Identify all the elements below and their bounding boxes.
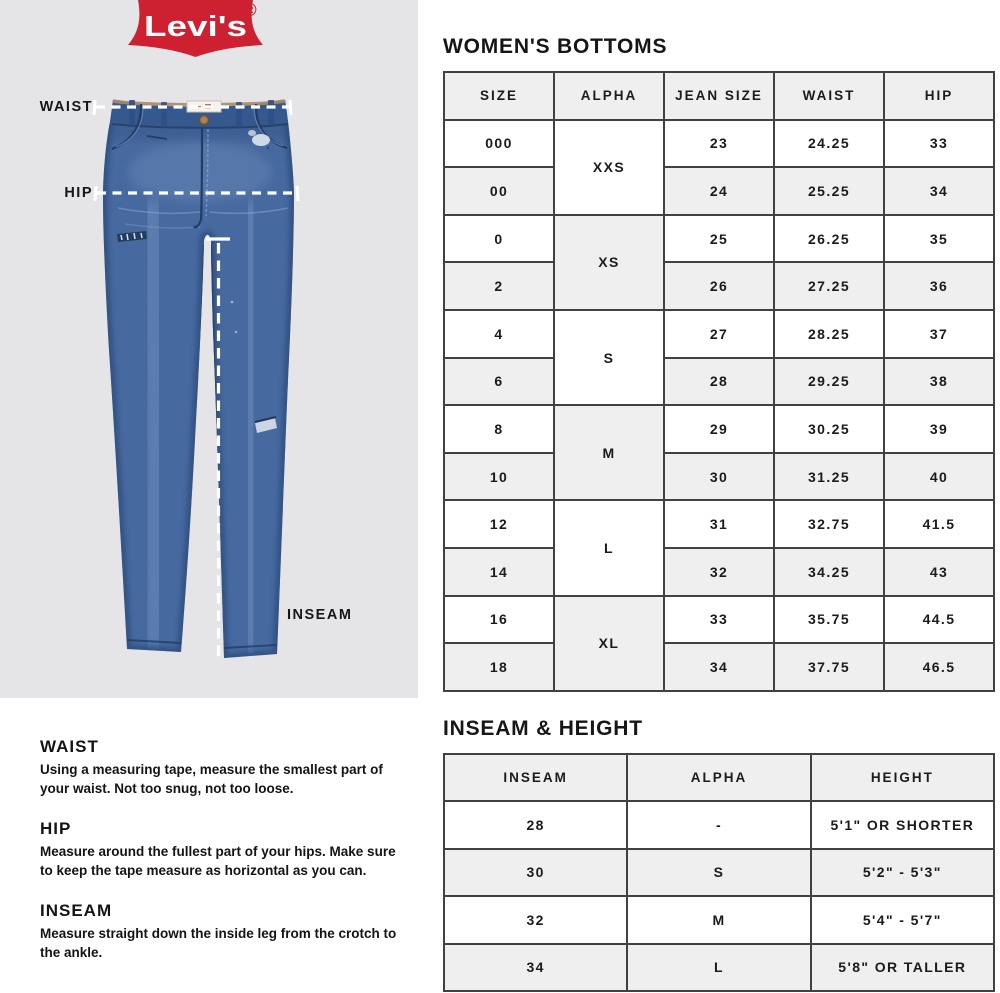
waist-diagram-label: WAIST — [39, 99, 93, 115]
table-row — [444, 405, 994, 453]
measuring-instructions — [40, 737, 402, 983]
hip-cell: 40 — [884, 453, 994, 501]
inseam-cell: 30 — [444, 849, 627, 896]
table-row — [444, 120, 994, 168]
table-row — [444, 643, 994, 691]
inseam-cell: 34 — [444, 944, 627, 991]
inseam-table-title: INSEAM & HEIGHT — [443, 717, 643, 740]
table-row — [444, 896, 994, 943]
jean-size-cell: 30 — [664, 453, 774, 501]
jeans-diagram-panel — [0, 0, 418, 698]
waist-cell: 30.25 — [774, 405, 884, 453]
alpha-cell: M — [627, 896, 810, 943]
alpha-cell: L — [554, 500, 664, 595]
table-row — [444, 167, 994, 215]
logo-text: Levi's — [144, 11, 247, 43]
jean-size-cell: 34 — [664, 643, 774, 691]
header-cell: HIP — [884, 72, 994, 120]
table-row — [444, 215, 994, 263]
hip-instruction-title: HIP — [40, 819, 72, 838]
inseam-height-table — [443, 753, 995, 992]
inseam-diagram-label: INSEAM — [287, 607, 353, 623]
waist-cell: 35.75 — [774, 596, 884, 644]
hip-diagram-label: HIP — [64, 185, 93, 201]
size-cell: 16 — [444, 596, 554, 644]
size-cell: 0 — [444, 215, 554, 263]
alpha-cell: - — [627, 801, 810, 848]
inseam-cell: 28 — [444, 801, 627, 848]
size-cell: 2 — [444, 262, 554, 310]
waist-instruction-title: WAIST — [40, 737, 99, 756]
header-cell: WAIST — [774, 72, 884, 120]
jean-size-cell: 23 — [664, 120, 774, 168]
height-cell: 5'1" OR SHORTER — [811, 801, 994, 848]
hip-cell: 34 — [884, 167, 994, 215]
height-cell: 5'4" - 5'7" — [811, 896, 994, 943]
jean-size-cell: 32 — [664, 548, 774, 596]
alpha-cell: XL — [554, 596, 664, 691]
alpha-cell: XXS — [554, 120, 664, 215]
waist-cell: 27.25 — [774, 262, 884, 310]
height-cell: 5'2" - 5'3" — [811, 849, 994, 896]
header-cell: JEAN SIZE — [664, 72, 774, 120]
jean-size-cell: 31 — [664, 500, 774, 548]
waist-cell: 31.25 — [774, 453, 884, 501]
waist-cell: 32.75 — [774, 500, 884, 548]
height-cell: 5'8" OR TALLER — [811, 944, 994, 991]
inseam-cell: 32 — [444, 896, 627, 943]
size-cell: 8 — [444, 405, 554, 453]
belt-loop — [268, 100, 274, 124]
waist-cell: 29.25 — [774, 358, 884, 406]
alpha-cell: L — [627, 944, 810, 991]
hip-cell: 44.5 — [884, 596, 994, 644]
hip-cell: 39 — [884, 405, 994, 453]
header-cell: SIZE — [444, 72, 554, 120]
size-cell: 12 — [444, 500, 554, 548]
hip-cell: 33 — [884, 120, 994, 168]
waist-cell: 24.25 — [774, 120, 884, 168]
table-row — [444, 548, 994, 596]
registered-trademark-icon: ® — [243, 0, 257, 20]
table-row — [444, 596, 994, 644]
hip-instruction-text: Measure around the fullest part of your hips. Make sure to keep the tape measure as horizontal as you can. — [40, 844, 396, 878]
jean-size-cell: 29 — [664, 405, 774, 453]
waist-cell: 25.25 — [774, 167, 884, 215]
alpha-cell: XS — [554, 215, 664, 310]
inseam-instruction-text: Measure straight down the inside leg from the crotch to the ankle. — [40, 926, 397, 960]
hip-cell: 43 — [884, 548, 994, 596]
alpha-cell: S — [554, 310, 664, 405]
jean-size-cell: 26 — [664, 262, 774, 310]
table-row — [444, 453, 994, 501]
table-row — [444, 358, 994, 406]
waist-instruction-text: Using a measuring tape, measure the smallest part of your waist. Not too snug, not too loose. — [40, 762, 383, 796]
waist-cell: 34.25 — [774, 548, 884, 596]
alpha-cell: S — [627, 849, 810, 896]
jean-size-cell: 33 — [664, 596, 774, 644]
size-cell: 4 — [444, 310, 554, 358]
hip-cell: 37 — [884, 310, 994, 358]
inseam-instruction-title: INSEAM — [40, 901, 113, 920]
jean-size-cell: 25 — [664, 215, 774, 263]
womens-bottoms-table — [443, 71, 995, 692]
jean-size-cell: 27 — [664, 310, 774, 358]
alpha-cell: M — [554, 405, 664, 500]
table-row — [444, 944, 994, 991]
header-cell: ALPHA — [627, 754, 810, 801]
size-cell: 6 — [444, 358, 554, 406]
header-row — [444, 72, 994, 120]
table-row — [444, 262, 994, 310]
table-row — [444, 310, 994, 358]
waist-cell: 37.75 — [774, 643, 884, 691]
jeans-figure — [94, 100, 298, 659]
hip-cell: 35 — [884, 215, 994, 263]
size-cell: 00 — [444, 167, 554, 215]
hip-cell: 38 — [884, 358, 994, 406]
table-row — [444, 500, 994, 548]
jean-size-cell: 24 — [664, 167, 774, 215]
jeans-button — [200, 116, 209, 125]
waist-cell: 28.25 — [774, 310, 884, 358]
table-row — [444, 801, 994, 848]
header-row — [444, 754, 994, 801]
table-row — [444, 849, 994, 896]
levis-logo — [128, 0, 263, 57]
size-cell: 18 — [444, 643, 554, 691]
belt-loop — [129, 100, 135, 124]
size-cell: 14 — [444, 548, 554, 596]
bottoms-table-title: WOMEN'S BOTTOMS — [443, 35, 668, 58]
header-cell: HEIGHT — [811, 754, 994, 801]
jean-size-cell: 28 — [664, 358, 774, 406]
size-cell: 000 — [444, 120, 554, 168]
header-cell: INSEAM — [444, 754, 627, 801]
waist-cell: 26.25 — [774, 215, 884, 263]
hip-cell: 41.5 — [884, 500, 994, 548]
hip-cell: 36 — [884, 262, 994, 310]
header-cell: ALPHA — [554, 72, 664, 120]
size-cell: 10 — [444, 453, 554, 501]
hip-cell: 46.5 — [884, 643, 994, 691]
